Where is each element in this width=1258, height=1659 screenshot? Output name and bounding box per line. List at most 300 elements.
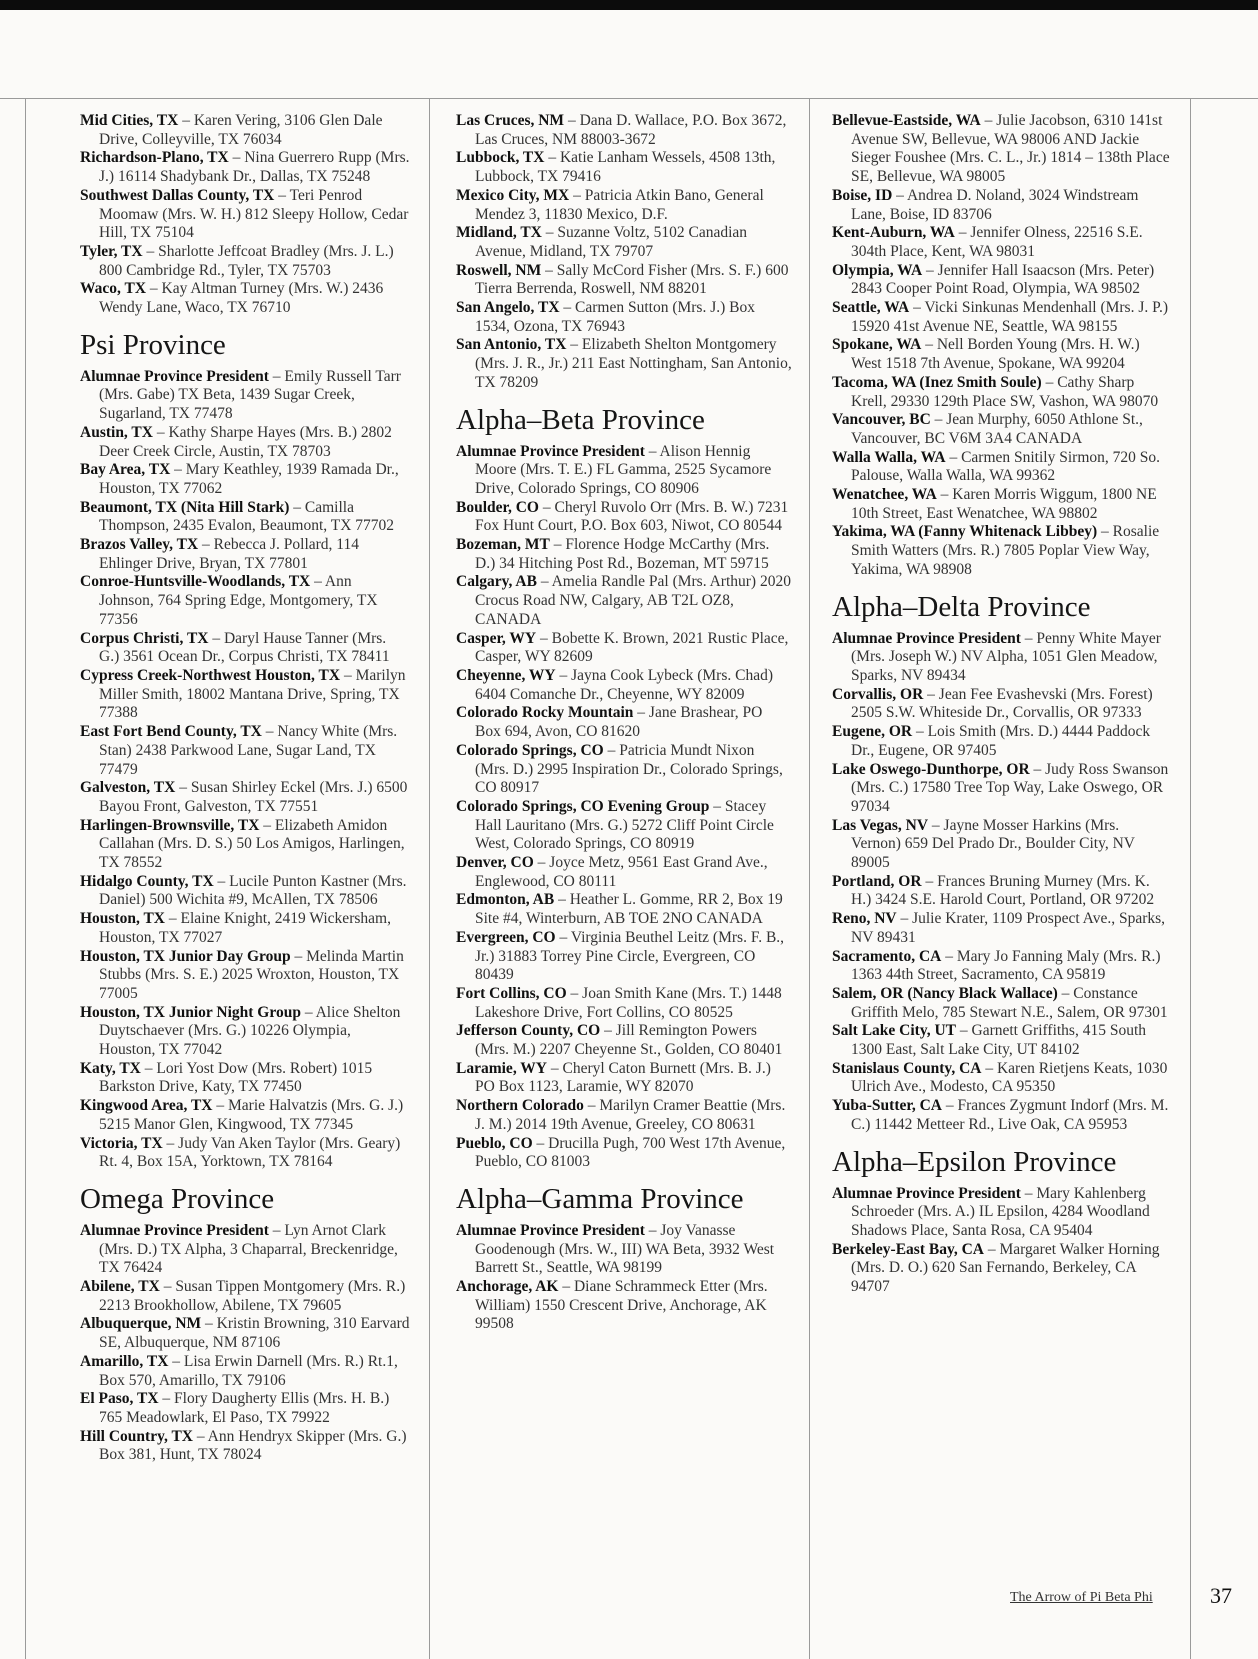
contact-details: Heather L. Gomme, RR 2, Box 19 Site #4, Winterburn, AB TOE 2NO CANADA xyxy=(475,891,783,928)
contact-details: Teri Penrod Moomaw (Mrs. W. H.) 812 Sleepy Hollow, Cedar Hill, TX 75104 xyxy=(99,186,409,242)
entry-separator: – xyxy=(583,1097,600,1115)
chapter-name: Amarillo, TX xyxy=(80,1352,169,1370)
directory-entry xyxy=(80,948,410,1004)
contact-details: Susan Tippen Montgomery (Mrs. R.) 2213 Brookhollow, Abilene, TX 79605 xyxy=(99,1278,406,1314)
chapter-name: Spokane, WA xyxy=(832,336,922,354)
chapter-name: Brazos Valley, TX xyxy=(80,536,199,554)
directory-entry xyxy=(832,1097,1172,1134)
contact-details: Carmen Sutton (Mrs. J.) Box 1534, Ozona, TX 76943 xyxy=(475,299,755,335)
contact-details: Katie Lanham Wessels, 4508 13th, Lubbock, TX 79416 xyxy=(475,149,776,186)
chapter-name: Bellevue-Eastside, WA xyxy=(832,112,981,129)
chapter-name: Wenatchee, WA xyxy=(832,486,937,504)
entry-separator: – xyxy=(981,1059,997,1077)
chapter-name: Casper, WY xyxy=(456,629,537,647)
chapter-name: Alumnae Province President xyxy=(832,1184,1021,1202)
entry-separator: – xyxy=(922,261,938,279)
directory-entry xyxy=(456,536,792,573)
entry-separator: – xyxy=(268,1221,285,1239)
contact-details: Rebecca J. Pollard, 114 Ehlinger Drive, Bryan, TX 77801 xyxy=(99,536,359,572)
contact-details: Florence Hodge McCarthy (Mrs. D.) 34 Hitching Post Rd., Bozeman, MT 59715 xyxy=(475,536,770,572)
directory-entry xyxy=(80,573,410,629)
entry-separator: – xyxy=(544,149,560,167)
entry-separator: – xyxy=(956,1022,972,1040)
entry-separator: – xyxy=(165,910,181,928)
directory-entry xyxy=(456,112,792,149)
entry-separator: – xyxy=(152,423,169,441)
contact-details: Lucile Punton Kastner (Mrs. Daniel) 500 Wichita #9, McAllen, TX 78506 xyxy=(99,872,407,909)
directory-entry xyxy=(456,798,792,854)
chapter-name: Victoria, TX xyxy=(80,1134,163,1152)
chapter-name: Corvallis, OR xyxy=(832,685,924,703)
contact-details: Elaine Knight, 2419 Wickersham, Houston, TX 77027 xyxy=(99,910,391,946)
province-heading: Alpha–Beta Province xyxy=(456,403,705,436)
directory-entry xyxy=(832,1022,1172,1059)
entry-separator: – xyxy=(541,224,558,242)
entry-separator: – xyxy=(566,984,583,1002)
chapter-name: Berkeley-East Bay, CA xyxy=(832,1240,984,1258)
chapter-name: Pueblo, CO xyxy=(456,1134,533,1152)
entry-separator: – xyxy=(896,910,913,928)
footer-publication-title: The Arrow of Pi Beta Phi xyxy=(1010,1590,1153,1605)
entry-separator: – xyxy=(941,1097,958,1115)
contact-details: Lori Yost Dow (Mrs. Robert) 1015 Barkston Drive, Katy, TX 77450 xyxy=(99,1059,373,1096)
entry-separator: – xyxy=(923,685,939,703)
chapter-name: Cheyenne, WY xyxy=(456,666,556,684)
entry-separator: – xyxy=(208,629,224,647)
contact-details: Camilla Thompson, 2435 Evalon, Beaumont, TX 77702 xyxy=(99,498,395,535)
directory-entry xyxy=(80,424,410,461)
directory-entry xyxy=(832,1241,1172,1297)
entry-separator: – xyxy=(983,1240,1000,1258)
chapter-name: Olympia, WA xyxy=(832,261,923,279)
chapter-name: Conroe-Huntsville-Woodlands, TX xyxy=(80,573,311,591)
chapter-name: Portland, OR xyxy=(832,872,922,890)
contact-details: Mary Keathley, 1939 Ramada Dr., Houston, TX 77062 xyxy=(99,461,399,497)
contact-details: Sally McCord Fisher (Mrs. S. F.) 600 Tierra Berrenda, Roswell, NM 88201 xyxy=(475,261,789,298)
chapter-name: Richardson-Plano, TX xyxy=(80,149,229,167)
directory-entry xyxy=(456,573,792,629)
entry-separator: – xyxy=(1029,760,1046,778)
contact-details: Cheryl Caton Burnett (Mrs. B. J.) PO Box 1123, Laramie, WY 82070 xyxy=(475,1059,771,1096)
entry-separator: – xyxy=(928,816,944,834)
directory-entry xyxy=(456,1097,792,1134)
entry-separator: – xyxy=(644,442,660,460)
directory-entry xyxy=(80,1222,410,1278)
chapter-name: Anchorage, AK xyxy=(456,1278,559,1296)
chapter-name: Roswell, NM xyxy=(456,261,542,279)
directory-entry xyxy=(456,929,792,985)
directory-entry xyxy=(80,149,410,186)
contact-details: Lois Smith (Mrs. D.) 4444 Paddock Dr., Eugene, OR 97405 xyxy=(851,723,1151,759)
chapter-name: Salem, OR (Nancy Black Wallace) xyxy=(832,984,1058,1002)
contact-details: Marilyn Cramer Beattie (Mrs. J. M.) 2014 19th Avenue, Greeley, CO 80631 xyxy=(475,1097,786,1133)
contact-details: Kay Altman Turney (Mrs. W.) 2436 Wendy Lane, Waco, TX 76710 xyxy=(99,280,384,317)
chapter-name: Beaumont, TX (Nita Hill Stark) xyxy=(80,498,290,516)
chapter-name: San Antonio, TX xyxy=(456,336,567,354)
contact-details: Patricia Atkin Bano, General Mendez 3, 11830 Mexico, D.F. xyxy=(475,186,764,223)
chapter-name: Lake Oswego-Dunthorpe, OR xyxy=(832,760,1030,778)
directory-entry xyxy=(832,112,1172,187)
entry-separator: – xyxy=(259,816,275,834)
contact-details: Julie Jacobson, 6310 141st Avenue SW, Bellevue, WA 98006 AND Jackie Sieger Foushee (Mrs. C. L., Jr.) 1814 – 138th Place SE, Bellevue, WA 98005 xyxy=(851,112,1170,186)
directory-entry xyxy=(832,523,1172,579)
contact-details: Karen Rietjens Keats, 1030 Ulrich Ave., Modesto, CA 95350 xyxy=(851,1059,1168,1096)
chapter-name: Boulder, CO xyxy=(456,498,539,516)
entry-separator: – xyxy=(158,1390,175,1408)
contact-details: Ann Hendryx Skipper (Mrs. G.) Box 381, Hunt, TX 78024 xyxy=(99,1427,407,1464)
contact-details: Suzanne Voltz, 5102 Canadian Avenue, Midland, TX 79707 xyxy=(475,224,748,260)
contact-details: Flory Daugherty Ellis (Mrs. H. B.) 765 Meadowlark, El Paso, TX 79922 xyxy=(99,1390,390,1426)
directory-entry xyxy=(456,667,792,704)
contact-details: Virginia Beuthel Leitz (Mrs. F. B., Jr.) 31883 Torrey Pine Circle, Evergreen, CO 80439 xyxy=(475,928,785,984)
contact-details: Marilyn Miller Smith, 18002 Mantana Drive, Spring, TX 77388 xyxy=(99,666,406,722)
directory-entry xyxy=(832,817,1172,873)
entry-separator: – xyxy=(192,1427,208,1445)
entry-separator: – xyxy=(159,1278,176,1296)
directory-entry xyxy=(80,461,410,498)
directory-entry xyxy=(832,630,1172,686)
contact-details: Mary Jo Fanning Maly (Mrs. R.) 1363 44th Street, Sacramento, CA 95819 xyxy=(851,947,1161,984)
entry-separator: – xyxy=(289,498,305,516)
chapter-name: Waco, TX xyxy=(80,280,147,298)
chapter-name: Galveston, TX xyxy=(80,779,176,797)
directory-entry xyxy=(80,817,410,873)
directory-entry xyxy=(456,854,792,891)
contact-details: Jayna Cook Lybeck (Mrs. Chad) 6404 Comanche Dr., Cheyenne, WY 82009 xyxy=(475,666,774,703)
entry-separator: – xyxy=(536,573,552,591)
entry-separator: – xyxy=(212,1097,228,1115)
entry-separator: – xyxy=(532,1134,549,1152)
chapter-name: Evergreen, CO xyxy=(456,928,556,946)
contact-details: Jean Fee Evashevski (Mrs. Forest) 2505 S.W. Whiteside Dr., Corvallis, OR 97333 xyxy=(851,685,1153,722)
directory-entry xyxy=(456,187,792,224)
directory-entry xyxy=(456,262,792,299)
chapter-name: Vancouver, BC xyxy=(832,411,931,429)
entry-separator: – xyxy=(945,448,962,466)
contact-details: Alice Shelton Duytschaever (Mrs. G.) 10226 Olympia, Houston, TX 77042 xyxy=(99,1003,401,1059)
entry-separator: – xyxy=(162,1134,179,1152)
chapter-name: Alumnae Province President xyxy=(832,629,1021,647)
column-divider-2 xyxy=(809,98,810,1659)
chapter-name: Hill Country, TX xyxy=(80,1427,193,1445)
entry-separator: – xyxy=(175,779,191,797)
entry-separator: – xyxy=(228,149,245,167)
directory-entry xyxy=(80,243,410,280)
directory-entry xyxy=(456,985,792,1022)
entry-separator: – xyxy=(142,242,159,260)
chapter-name: Hidalgo County, TX xyxy=(80,872,214,890)
directory-entry xyxy=(832,224,1172,261)
chapter-name: Alumnae Province President xyxy=(80,1221,269,1239)
contact-details: Susan Shirley Eckel (Mrs. J.) 6500 Bayou Front, Galveston, TX 77551 xyxy=(99,779,408,815)
entry-separator: – xyxy=(541,261,557,279)
chapter-name: Tacoma, WA (Inez Smith Soule) xyxy=(832,373,1042,391)
contact-details: Joan Smith Kane (Mrs. T.) 1448 Lakeshore Drive, Fort Collins, CO 80525 xyxy=(475,984,782,1021)
entry-separator: – xyxy=(290,947,307,965)
entry-separator: – xyxy=(558,1278,574,1296)
chapter-name: Northern Colorado xyxy=(456,1097,584,1115)
entry-separator: – xyxy=(546,1059,563,1077)
directory-entry xyxy=(832,1060,1172,1097)
directory-entry xyxy=(456,336,792,392)
directory-entry xyxy=(456,742,792,798)
chapter-name: Eugene, OR xyxy=(832,723,913,741)
chapter-name: Houston, TX Junior Day Group xyxy=(80,947,291,965)
directory-entry xyxy=(832,985,1172,1022)
directory-entry xyxy=(80,187,410,243)
contact-details: Nell Borden Young (Mrs. H. W.) West 1518 7th Avenue, Spokane, WA 99204 xyxy=(851,336,1140,373)
directory-entry xyxy=(832,411,1172,448)
directory-entry xyxy=(80,1278,410,1315)
directory-entry xyxy=(832,262,1172,299)
contact-details: Frances Bruning Murney (Mrs. K. H.) 3424 S.E. Harold Court, Portland, OR 97202 xyxy=(851,872,1155,909)
contact-details: Penny White Mayer (Mrs. Joseph W.) NV Alpha, 1051 Glen Meadow, Sparks, NV 89434 xyxy=(851,629,1161,684)
directory-entry xyxy=(456,891,792,928)
directory-entry xyxy=(80,873,410,910)
directory-entry xyxy=(456,1222,792,1278)
province-heading: Alpha–Delta Province xyxy=(832,590,1091,623)
directory-entry xyxy=(832,187,1172,224)
directory-entry xyxy=(456,1135,792,1172)
chapter-name: Lubbock, TX xyxy=(456,149,545,167)
directory-entry xyxy=(80,779,410,816)
chapter-name: Denver, CO xyxy=(456,854,534,872)
entry-separator: – xyxy=(936,486,953,504)
chapter-name: Sacramento, CA xyxy=(832,947,942,965)
contact-details: Jennifer Olness, 22516 S.E. 304th Place, Kent, WA 98031 xyxy=(851,224,1143,260)
chapter-name: Alumnae Province President xyxy=(456,1221,645,1239)
chapter-name: Corpus Christi, TX xyxy=(80,629,209,647)
chapter-name: Bozeman, MT xyxy=(456,536,550,554)
directory-entry xyxy=(80,1060,410,1097)
entry-separator: – xyxy=(549,536,566,554)
contact-details: Joy Vanasse Goodenough (Mrs. W., III) WA Beta, 3932 West Barrett St., Seattle, WA 98199 xyxy=(475,1221,775,1277)
chapter-name: Alumnae Province President xyxy=(80,367,269,385)
contact-details: Cheryl Ruvolo Orr (Mrs. B. W.) 7231 Fox Hunt Court, P.O. Box 603, Niwot, CO 80544 xyxy=(475,498,789,535)
chapter-name: Houston, TX xyxy=(80,910,165,928)
directory-entry xyxy=(456,1278,792,1334)
contact-details: Nancy White (Mrs. Stan) 2438 Parkwood Lane, Sugar Land, TX 77479 xyxy=(99,723,398,778)
entry-separator: – xyxy=(1057,984,1074,1002)
contact-details: Jean Murphy, 6050 Athlone St., Vancouver, BC V6M 3A4 CANADA xyxy=(851,411,1143,447)
contact-details: Dana D. Wallace, P.O. Box 3672, Las Cruces, NM 88003-3672 xyxy=(475,112,787,148)
contact-details: Stacey Hall Lauritano (Mrs. G.) 5272 Cliff Point Circle West, Colorado Springs, CO 80919 xyxy=(475,797,774,853)
province-heading: Psi Province xyxy=(80,328,226,361)
province-heading: Alpha–Epsilon Province xyxy=(832,1145,1117,1178)
chapter-name: Walla Walla, WA xyxy=(832,448,946,466)
entry-separator: – xyxy=(554,891,570,909)
entry-separator: – xyxy=(709,797,725,815)
directory-entry xyxy=(832,686,1172,723)
entry-separator: – xyxy=(566,336,582,354)
contact-details: Joyce Metz, 9561 East Grand Ave., Englewood, CO 80111 xyxy=(475,854,768,890)
contact-details: Elizabeth Amidon Callahan (Mrs. D. S.) 50 Los Amigos, Harlingen, TX 78552 xyxy=(99,816,405,872)
entry-separator: – xyxy=(213,872,230,890)
entry-separator: – xyxy=(536,629,552,647)
contact-details: Andrea D. Noland, 3024 Windstream Lane, Boise, ID 83706 xyxy=(851,186,1139,223)
directory-entry xyxy=(80,1135,410,1172)
directory-entry xyxy=(832,336,1172,373)
entry-separator: – xyxy=(569,186,585,204)
directory-entry xyxy=(80,1353,410,1390)
chapter-name: Mid Cities, TX xyxy=(80,112,179,129)
chapter-name: Reno, NV xyxy=(832,910,897,928)
directory-entry xyxy=(456,224,792,261)
chapter-name: Las Cruces, NM xyxy=(456,112,565,129)
contact-details: Constance Griffith Melo, 785 Stewart N.E., Salem, OR 97301 xyxy=(851,984,1168,1021)
column-divider-1 xyxy=(429,98,430,1659)
entry-separator: – xyxy=(912,723,928,741)
directory-entry xyxy=(832,948,1172,985)
chapter-name: East Fort Bend County, TX xyxy=(80,723,262,741)
chapter-name: Midland, TX xyxy=(456,224,542,242)
contact-details: Jane Brashear, PO Box 694, Avon, CO 81620 xyxy=(475,704,763,741)
directory-entry xyxy=(832,723,1172,760)
chapter-name: Kingwood Area, TX xyxy=(80,1097,213,1115)
column-2 xyxy=(456,112,792,1334)
directory-entry xyxy=(456,630,792,667)
chapter-name: Alumnae Province President xyxy=(456,442,645,460)
header-rule xyxy=(0,98,1258,99)
entry-separator: – xyxy=(533,854,550,872)
directory-entry xyxy=(456,1022,792,1059)
contact-details: Daryl Hause Tanner (Mrs. G.) 3561 Ocean Dr., Corpus Christi, TX 78411 xyxy=(99,629,390,666)
contact-details: Elizabeth Shelton Montgomery (Mrs. J. R., Jr.) 211 East Nottingham, San Antonio, TX 78209 xyxy=(475,336,792,391)
entry-separator: – xyxy=(892,186,907,204)
chapter-name: Colorado Rocky Mountain xyxy=(456,704,634,722)
directory-entry xyxy=(80,667,410,723)
entry-separator: – xyxy=(140,1059,157,1077)
directory-entry xyxy=(80,112,410,149)
directory-entry xyxy=(832,374,1172,411)
directory-entry xyxy=(80,499,410,536)
contact-details: Lyn Arnot Clark (Mrs. D.) TX Alpha, 3 Chaparral, Breckenridge, TX 76424 xyxy=(99,1221,398,1277)
entry-separator: – xyxy=(300,1003,316,1021)
entry-separator: – xyxy=(274,186,290,204)
entry-separator: – xyxy=(559,299,576,317)
chapter-name: Edmonton, AB xyxy=(456,891,555,909)
directory-entry xyxy=(832,1185,1172,1241)
contact-details: Drucilla Pugh, 700 West 17th Avenue, Pueblo, CO 81003 xyxy=(475,1134,786,1171)
contact-details: Karen Morris Wiggum, 1800 NE 10th Street, East Wenatchee, WA 98802 xyxy=(851,486,1157,522)
directory-entry xyxy=(80,630,410,667)
contact-details: Rosalie Smith Watters (Mrs. R.) 7805 Poplar View Way, Yakima, WA 98908 xyxy=(851,523,1160,578)
chapter-name: Calgary, AB xyxy=(456,573,537,591)
entry-separator: – xyxy=(198,536,214,554)
directory-entry xyxy=(80,1004,410,1060)
chapter-name: Tyler, TX xyxy=(80,242,143,260)
contact-details: Ann Johnson, 764 Spring Edge, Montgomery, TX 77356 xyxy=(99,573,378,628)
directory-entry xyxy=(456,299,792,336)
entry-separator: – xyxy=(603,741,620,759)
contact-details: Judy Ross Swanson (Mrs. C.) 17580 Tree Top Way, Lake Oswego, OR 97034 xyxy=(851,760,1169,815)
entry-separator: – xyxy=(1020,629,1037,647)
directory-entry xyxy=(832,873,1172,910)
directory-entry xyxy=(80,536,410,573)
directory-entry xyxy=(80,1390,410,1427)
entry-separator: – xyxy=(633,704,649,722)
contact-details: Alison Hennig Moore (Mrs. T. E.) FL Gamma, 2525 Sycamore Drive, Colorado Springs, CO 80906 xyxy=(475,442,772,497)
entry-separator: – xyxy=(555,666,572,684)
contact-details: Cathy Sharp Krell, 29330 129th Place SW, Vashon, WA 98070 xyxy=(851,373,1159,410)
contact-details: Diane Schrammeck Etter (Mrs. William) 1550 Crescent Drive, Anchorage, AK 99508 xyxy=(475,1278,768,1333)
entry-separator: – xyxy=(170,461,186,479)
province-heading: Omega Province xyxy=(80,1182,275,1215)
entry-separator: – xyxy=(1020,1184,1037,1202)
directory-entry xyxy=(832,910,1172,947)
chapter-name: Yakima, WA (Fanny Whitenack Libbey) xyxy=(832,523,1098,541)
contact-details: Sharlotte Jeffcoat Bradley (Mrs. J. L.) 800 Cambridge Rd., Tyler, TX 75703 xyxy=(99,242,394,279)
chapter-name: Houston, TX Junior Night Group xyxy=(80,1003,301,1021)
contact-details: Nina Guerrero Rupp (Mrs. J.) 16114 Shadybank Dr., Dallas, TX 75248 xyxy=(99,149,410,186)
chapter-name: Colorado Springs, CO xyxy=(456,741,604,759)
chapter-name: Kent-Auburn, WA xyxy=(832,224,955,242)
chapter-name: Bay Area, TX xyxy=(80,461,171,479)
entry-separator: – xyxy=(146,280,162,298)
contact-details: Lisa Erwin Darnell (Mrs. R.) Rt.1, Box 570, Amarillo, TX 79106 xyxy=(99,1352,398,1389)
chapter-name: Colorado Springs, CO Evening Group xyxy=(456,797,710,815)
directory-entry xyxy=(456,1060,792,1097)
chapter-name: Mexico City, MX xyxy=(456,186,570,204)
chapter-name: Abilene, TX xyxy=(80,1278,160,1296)
contact-details: Emily Russell Tarr (Mrs. Gabe) TX Beta, 1439 Sugar Creek, Sugarland, TX 77478 xyxy=(99,367,401,423)
contact-details: Kathy Sharpe Hayes (Mrs. B.) 2802 Deer Creek Circle, Austin, TX 78703 xyxy=(99,423,392,460)
chapter-name: Laramie, WY xyxy=(456,1059,547,1077)
column-divider-left xyxy=(25,98,26,1659)
contact-details: Frances Zygmunt Indorf (Mrs. M. C.) 11442 Metteer Rd., Live Oak, CA 95953 xyxy=(851,1097,1169,1133)
entry-separator: – xyxy=(644,1221,661,1239)
contact-details: Amelia Randle Pal (Mrs. Arthur) 2020 Crocus Road NW, Calgary, AB T2L OZ8, CANADA xyxy=(475,573,791,628)
chapter-name: Seattle, WA xyxy=(832,299,910,317)
chapter-name: Boise, ID xyxy=(832,186,893,204)
entry-separator: – xyxy=(921,336,937,354)
directory-entry xyxy=(456,499,792,536)
directory-entry xyxy=(80,723,410,779)
chapter-name: El Paso, TX xyxy=(80,1390,159,1408)
chapter-name: San Angelo, TX xyxy=(456,299,560,317)
contact-details: Judy Van Aken Taylor (Mrs. Geary) Rt. 4, Box 15A, Yorktown, TX 78164 xyxy=(99,1134,401,1171)
contact-details: Jill Remington Powers (Mrs. M.) 2207 Cheyenne St., Golden, CO 80401 xyxy=(475,1022,783,1059)
contact-details: Mary Kahlenberg Schroeder (Mrs. A.) IL Epsilon, 4284 Woodland Shadows Place, Santa Rosa, CA 95404 xyxy=(851,1184,1150,1239)
contact-details: Kristin Browning, 310 Earvard SE, Albuquerque, NM 87106 xyxy=(99,1315,410,1352)
contact-details: Melinda Martin Stubbs (Mrs. S. E.) 2025 Wroxton, Houston, TX 77005 xyxy=(99,947,404,1002)
contact-details: Jayne Mosser Harkins (Mrs. Vernon) 659 Del Prado Dr., Boulder City, NV 89005 xyxy=(851,816,1135,872)
entry-separator: – xyxy=(909,299,925,317)
entry-separator: – xyxy=(310,573,325,591)
entry-separator: – xyxy=(268,367,285,385)
entry-separator: – xyxy=(941,947,957,965)
entry-separator: – xyxy=(538,498,555,516)
contact-details: Jennifer Hall Isaacson (Mrs. Peter) 2843 Cooper Point Road, Olympia, WA 98502 xyxy=(851,261,1155,298)
directory-entry xyxy=(456,443,792,499)
entry-separator: – xyxy=(600,1022,616,1040)
directory-entry xyxy=(832,299,1172,336)
directory-entry xyxy=(456,149,792,186)
chapter-name: Stanislaus County, CA xyxy=(832,1059,982,1077)
chapter-name: Cypress Creek-Northwest Houston, TX xyxy=(80,666,341,684)
chapter-name: Albuquerque, NM xyxy=(80,1315,202,1333)
entry-separator: – xyxy=(261,723,278,741)
chapter-name: Salt Lake City, UT xyxy=(832,1022,957,1040)
directory-entry xyxy=(456,704,792,741)
entry-separator: – xyxy=(921,872,938,890)
column-3 xyxy=(832,112,1172,1297)
entry-separator: – xyxy=(954,224,971,242)
entry-separator: – xyxy=(201,1315,217,1333)
top-black-bar xyxy=(0,0,1258,10)
directory-entry xyxy=(80,910,410,947)
directory-entry xyxy=(80,1428,410,1465)
